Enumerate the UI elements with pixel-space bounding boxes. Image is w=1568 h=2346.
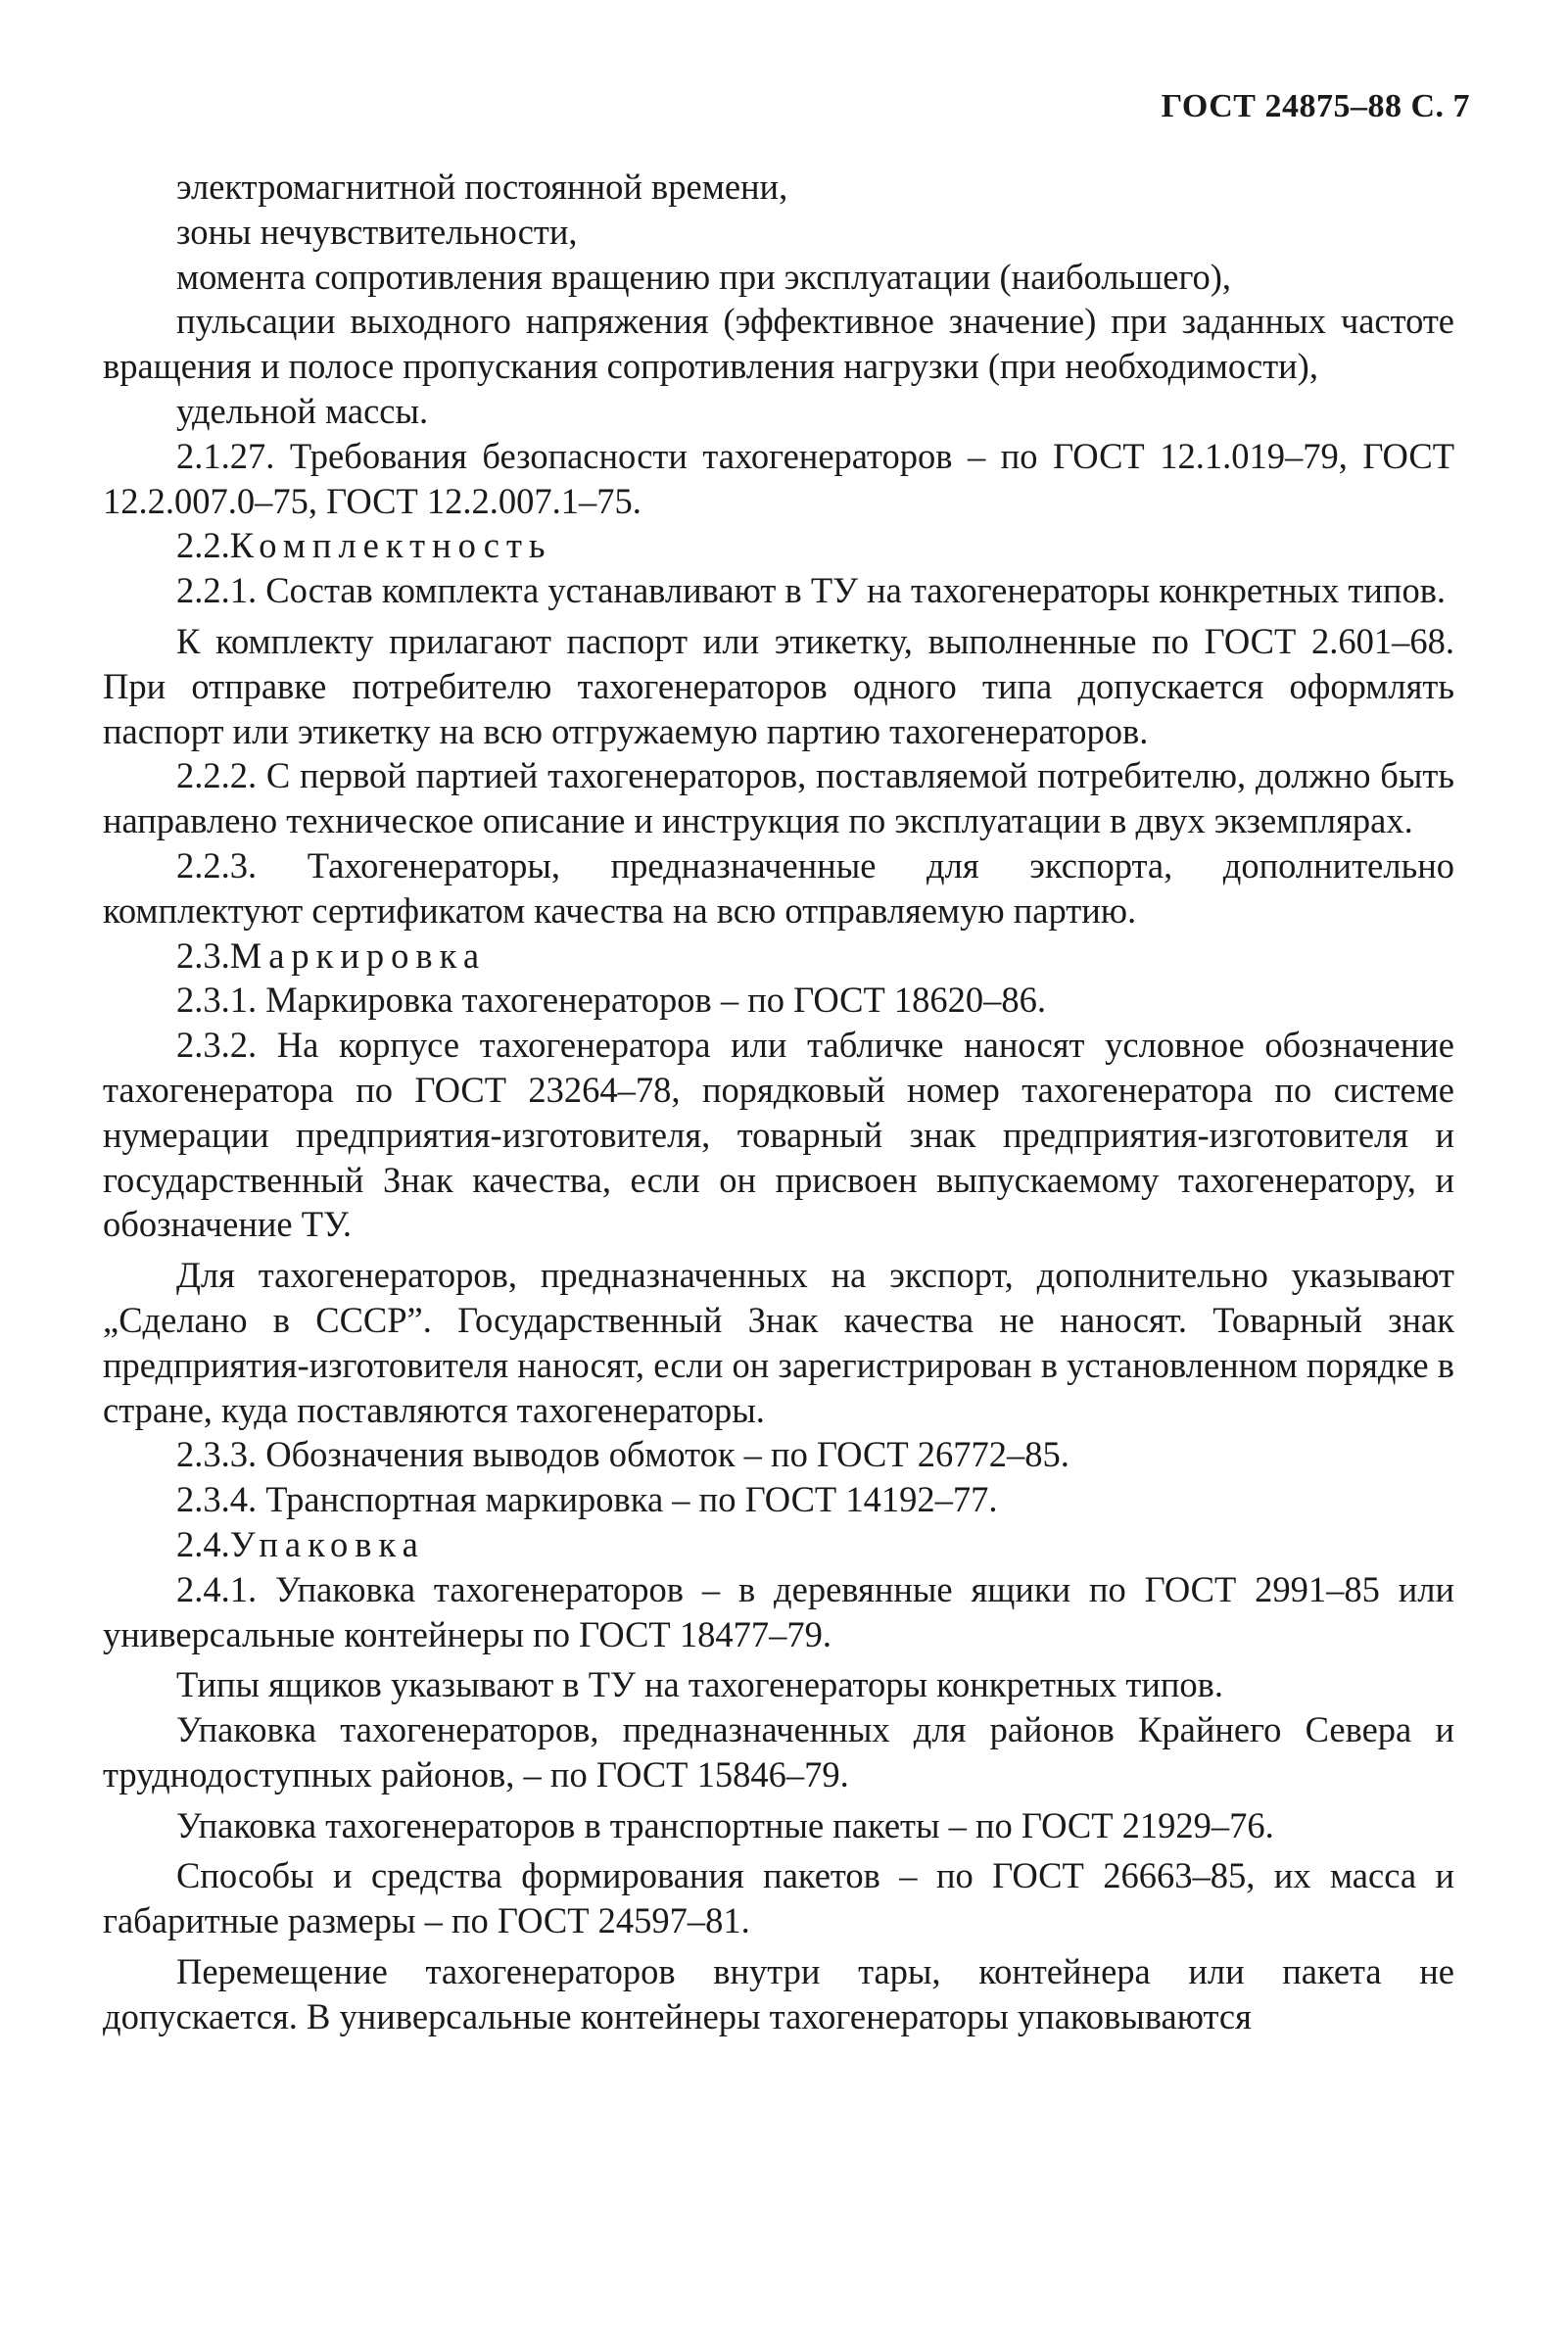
section-title: Комплектность xyxy=(229,525,552,566)
page-header: ГОСТ 24875–88 С. 7 xyxy=(1161,88,1470,124)
section-number: 2.4. xyxy=(176,1523,230,1564)
paragraph: Упаковка тахогенераторов, предназначенных для районов Крайнего Севера и труднодоступных районов, – по ГОСТ 15846–79. xyxy=(103,1709,1454,1795)
paragraph: Типы ящиков указывают в ТУ на тахогенераторы конкретных типов. xyxy=(176,1664,1223,1705)
section-title: Упаковка xyxy=(229,1523,425,1564)
paragraph: момента сопротивления вращению при эксплуатации (наибольшего), xyxy=(176,256,1232,297)
section-number: 2.3. xyxy=(176,934,230,976)
paragraph: К комплекту прилагают паспорт или этикетку, выполненные по ГОСТ 2.601–68. При отправке потребителю тахогенераторов одного типа допускается оформлять паспорт или этикетку на всю отгружаемую партию тахогенераторов. xyxy=(103,620,1454,751)
paragraph: 2.3.2. На корпусе тахогенератора или табличке наносят условное обозначение тахогенератора по ГОСТ 23264–78, порядковый номер тахогенератора по системе нумерации предприятия-изготовителя, товарный знак предприятия-изготовителя и государственный Знак качества, если он присвоен выпускаемому тахогенератору, и обозначение ТУ. xyxy=(103,1025,1454,1245)
section-number: 2.2. xyxy=(176,525,230,566)
paragraph: 2.1.27. Требования безопасности тахогенераторов – по ГОСТ 12.1.019–79, ГОСТ 12.2.007.0–75, ГОСТ 12.2.007.1–75. xyxy=(103,435,1454,521)
paragraph: Перемещение тахогенераторов внутри тары, контейнера или пакета не допускается. В универсальные контейнеры тахогенераторы упаковываются xyxy=(103,1951,1454,2036)
paragraph: Для тахогенераторов, предназначенных на экспорт, дополнительно указывают „Сделано в СССР”. Государственный Знак качества не наносят. Товарный знак предприятия-изготовителя наносят, если он зарегистрирован в установленном порядке в стране, куда поставляются тахогенераторы. xyxy=(103,1255,1454,1430)
section-heading-upakovka xyxy=(103,1522,1454,1567)
paragraph: пульсации выходного напряжения (эффективное значение) при заданных частоте вращения и полосе пропускания сопротивления нагрузки (при необходимости), xyxy=(103,301,1454,387)
paragraph: 2.2.2. С первой партией тахогенераторов, поставляемой потребителю, должно быть направлено техническое описание и инструкция по эксплуатации в двух экземплярах. xyxy=(103,755,1454,841)
paragraph: Способы и средства формирования пакетов – по ГОСТ 26663–85, их масса и габаритные размеры – по ГОСТ 24597–81. xyxy=(103,1855,1454,1941)
paragraph: удельной массы. xyxy=(176,390,429,431)
paragraph: 2.2.1. Состав комплекта устанавливают в ТУ на тахогенераторы конкретных типов. xyxy=(176,570,1447,611)
section-heading-markirovka xyxy=(103,934,1454,979)
paragraph: 2.3.1. Маркировка тахогенераторов – по ГОСТ 18620–86. xyxy=(176,980,1047,1021)
section-title: Маркировка xyxy=(229,934,487,976)
paragraph: 2.3.4. Транспортная маркировка – по ГОСТ 14192–77. xyxy=(176,1479,998,1520)
paragraph: 2.4.1. Упаковка тахогенераторов – в деревянные ящики по ГОСТ 2991–85 или универсальные контейнеры по ГОСТ 18477–79. xyxy=(103,1568,1454,1654)
paragraph: Упаковка тахогенераторов в транспортные пакеты – по ГОСТ 21929–76. xyxy=(176,1804,1274,1845)
paragraph: 2.2.3. Тахогенераторы, предназначенные для экспорта, дополнительно комплектуют сертификатом качества на всю отправляемую партию. xyxy=(103,844,1454,931)
paragraph: электромагнитной постоянной времени, xyxy=(176,167,788,207)
paragraph: 2.3.3. Обозначения выводов обмоток – по ГОСТ 26772–85. xyxy=(176,1434,1069,1475)
section-heading-komplektnost xyxy=(103,523,1454,568)
paragraph: зоны нечувствительности, xyxy=(176,211,578,252)
document-body xyxy=(103,165,1454,2039)
